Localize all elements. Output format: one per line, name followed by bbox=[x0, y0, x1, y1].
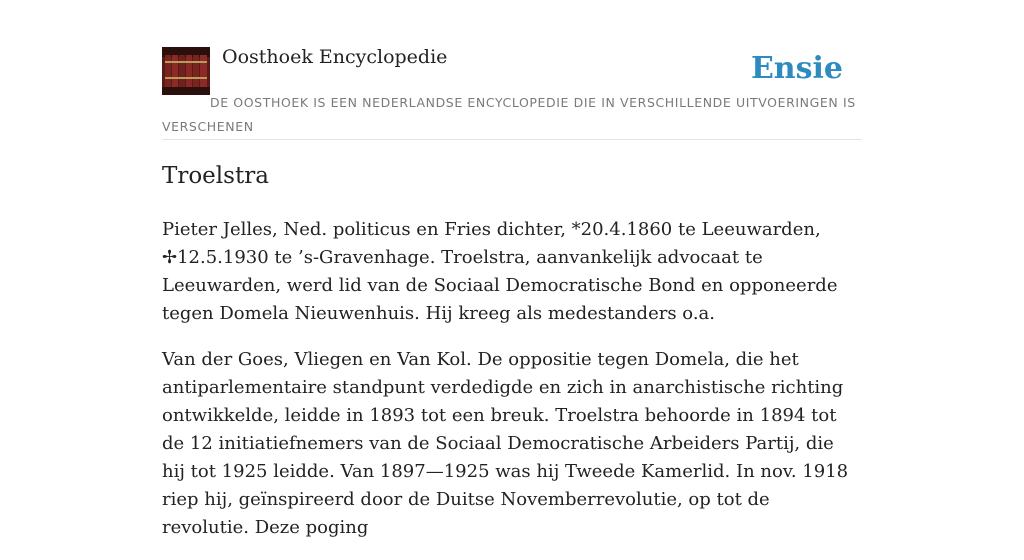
article-body bbox=[162, 216, 862, 560]
article-title: Troelstra bbox=[162, 163, 269, 189]
article-paragraph: Van der Goes, Vliegen en Van Kol. De oppositie tegen Domela, die het antiparlementaire standpunt verdedigde en zich in anarchistische richting ontwikkelde, leidde in 1893 tot een breuk. Troelstra behoorde in 1894 tot de 12 initiatiefnemers van de Sociaal Democratische Arbeiders Partij, die hij tot 1925 leidde. Van 1897—1925 was hij Tweede Kamerlid. In nov. 1918 riep hij, geïnspireerd door de Duitse Novemberrevolutie, op tot de revolutie. Deze poging bbox=[162, 349, 849, 538]
brand-logo-link[interactable]: Ensie bbox=[750, 51, 843, 86]
encyclopedia-books-icon[interactable] bbox=[162, 47, 210, 95]
source-header bbox=[162, 46, 862, 140]
article-paragraph: Pieter Jelles, Ned. politicus en Fries dichter, *20.4.1860 te Leeuwarden, ✢12.5.1930 te ’s-Gravenhage. Troelstra, aanvankelijk advocaat te Leeuwarden, werd lid van de Sociaal Democratische Bond en opponeerde tegen Domela Nieuwenhuis. Hij kreeg als medestanders o.a. bbox=[162, 219, 838, 324]
source-tagline: DE OOSTHOEK IS EEN NEDERLANDSE ENCYCLOPEDIE DIE IN VERSCHILLENDE UITVOERINGEN IS VERSCHENEN bbox=[162, 95, 856, 134]
source-name-link[interactable]: Oosthoek Encyclopedie bbox=[222, 46, 448, 68]
